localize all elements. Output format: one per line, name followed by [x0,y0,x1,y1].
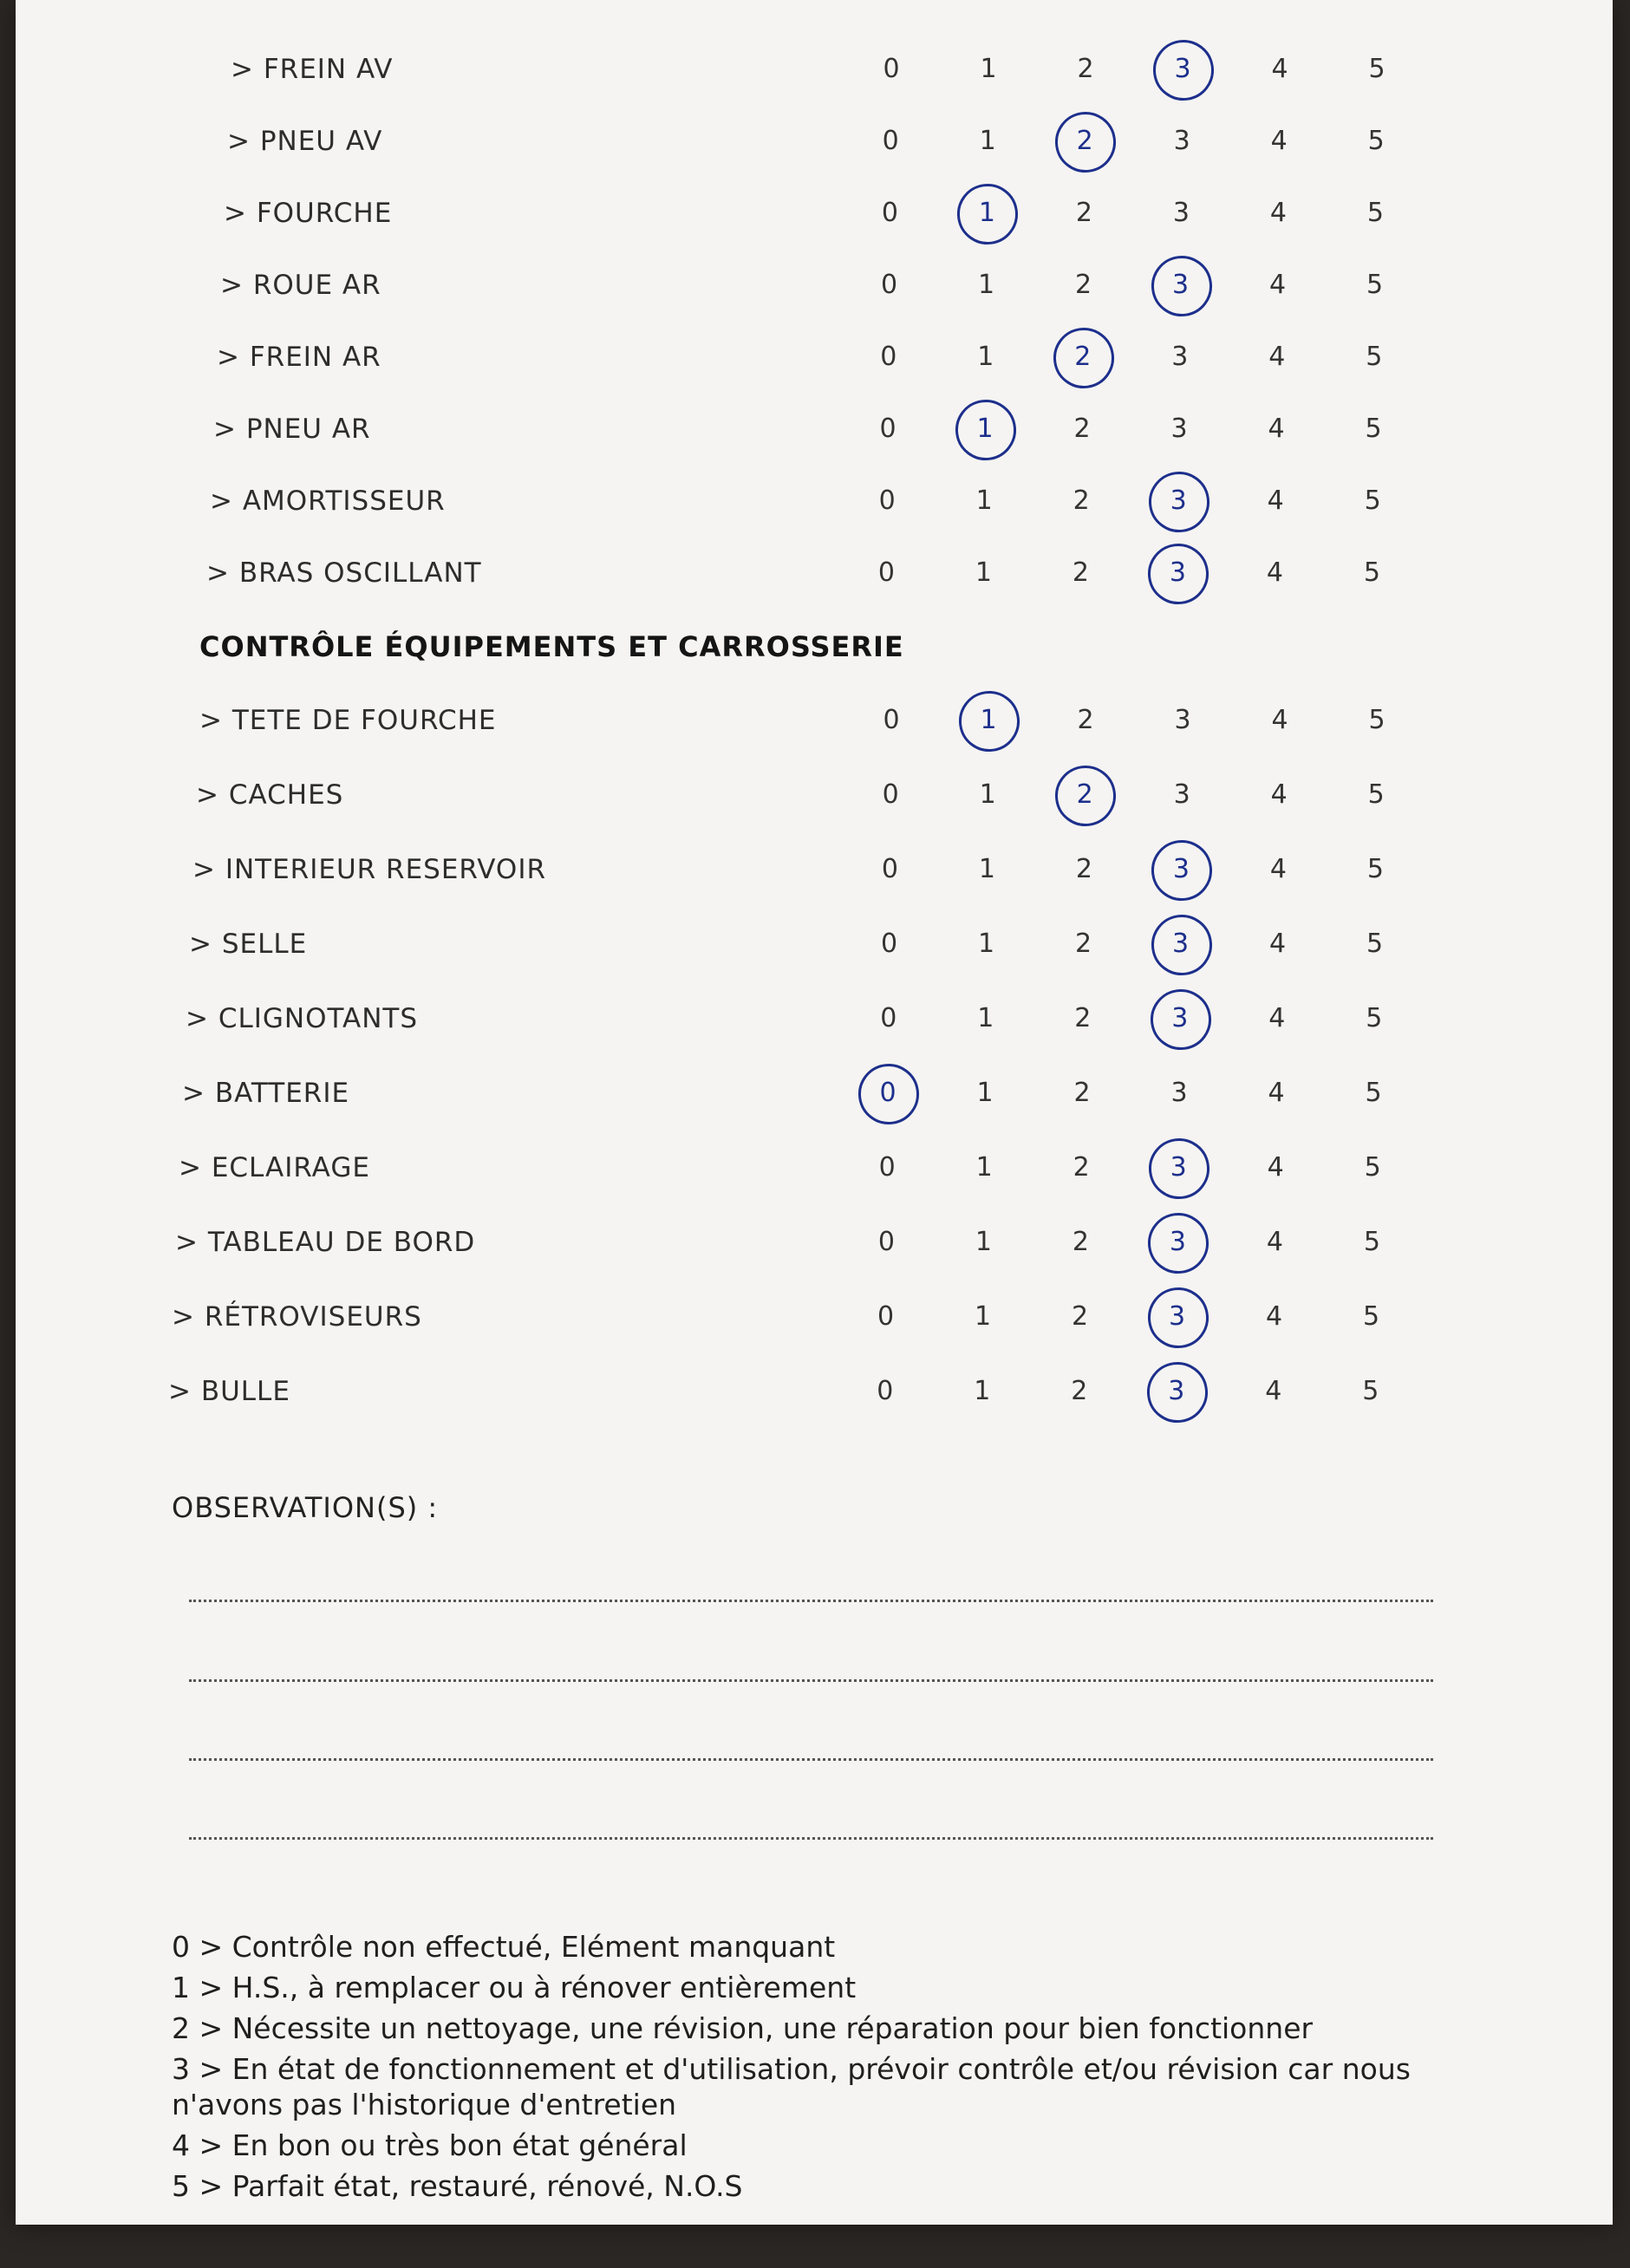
rating-option[interactable]: 5 [1366,854,1384,884]
checklist-row [16,844,1613,896]
checklist-row [16,187,1613,239]
rating-option[interactable]: 1 [978,270,995,300]
rating-option-selected[interactable]: 2 [1059,333,1107,381]
rating-option[interactable]: 4 [1265,1376,1282,1406]
rating-option[interactable]: 5 [1366,198,1384,228]
rating-option[interactable]: 5 [1364,486,1381,516]
checklist-row [16,1067,1613,1119]
checklist-row [16,475,1613,527]
rating-option[interactable]: 4 [1268,342,1286,372]
checklist-row [16,259,1613,311]
rating-option[interactable]: 1 [979,779,996,810]
rating-option[interactable]: 2 [1072,1301,1089,1332]
item-label: > AMORTISSEUR [210,486,446,517]
rating-option[interactable]: 4 [1271,54,1288,84]
rating-option[interactable]: 2 [1073,486,1090,516]
rating-option-selected[interactable]: 3 [1153,1218,1202,1267]
section-title: CONTRÔLE ÉQUIPEMENTS ET CARROSSERIE [199,630,904,663]
item-label: > TETE DE FOURCHE [199,705,497,736]
rating-option[interactable]: 0 [882,779,899,810]
rating-option[interactable]: 1 [977,1003,994,1033]
item-label: > ROUE AR [220,270,381,301]
rating-option[interactable]: 2 [1073,1078,1091,1108]
rating-option[interactable]: 0 [877,1376,894,1406]
observation-line[interactable] [189,1837,1433,1840]
rating-option[interactable]: 5 [1365,414,1382,444]
rating-option[interactable]: 5 [1366,342,1383,372]
rating-option[interactable]: 5 [1368,705,1386,735]
item-label: > ECLAIRAGE [179,1152,370,1183]
observations-label: OBSERVATION(S) : [172,1491,439,1524]
item-label: > PNEU AR [213,414,371,445]
rating-option[interactable]: 0 [877,1301,895,1332]
checklist-row [16,115,1613,167]
rating-option[interactable]: 2 [1073,1152,1090,1183]
legend-line: 4 > En bon ou très bon état général [172,2128,688,2162]
rating-option[interactable]: 4 [1266,557,1283,588]
checklist-row [16,403,1613,455]
rating-option[interactable]: 4 [1266,1301,1283,1332]
rating-option[interactable]: 1 [975,1301,992,1332]
rating-option[interactable]: 5 [1363,557,1380,588]
rating-option[interactable]: 0 [881,198,898,228]
rating-option-selected[interactable]: 3 [1154,477,1203,525]
checklist-row [16,43,1613,95]
checklist-row [16,918,1613,970]
rating-option[interactable]: 4 [1270,126,1288,156]
rating-option[interactable]: 1 [976,1078,994,1108]
rating-option[interactable]: 2 [1077,705,1094,735]
rating-option[interactable]: 4 [1268,1078,1285,1108]
rating-option[interactable]: 0 [880,1003,897,1033]
rating-option[interactable]: 5 [1366,929,1384,959]
rating-option[interactable]: 0 [881,929,898,959]
rating-option[interactable]: 4 [1269,270,1287,300]
rating-option-selected[interactable]: 3 [1153,549,1202,597]
rating-option[interactable]: 0 [877,557,895,588]
rating-option-selected[interactable]: 3 [1157,261,1205,310]
rating-option[interactable]: 3 [1174,705,1191,735]
rating-option[interactable]: 5 [1364,1152,1381,1183]
rating-option[interactable]: 1 [975,557,992,588]
rating-option[interactable]: 5 [1367,779,1385,810]
rating-option[interactable]: 0 [881,854,898,884]
checklist-row [16,1365,1613,1418]
rating-option[interactable]: 2 [1073,414,1091,444]
rating-option[interactable]: 3 [1171,342,1189,372]
rating-option[interactable]: 3 [1173,126,1190,156]
checklist-row [16,1216,1613,1268]
rating-option[interactable]: 1 [975,1227,992,1257]
rating-option-selected[interactable]: 3 [1157,920,1205,968]
rating-option[interactable]: 2 [1075,929,1092,959]
rating-option[interactable]: 5 [1366,1003,1383,1033]
rating-option[interactable]: 2 [1075,198,1092,228]
checklist-row [16,547,1613,599]
rating-option[interactable]: 1 [975,1152,993,1183]
rating-option[interactable]: 0 [877,1227,895,1257]
rating-option[interactable]: 2 [1077,54,1094,84]
rating-option-selected[interactable]: 2 [1060,117,1109,166]
rating-option[interactable]: 0 [881,270,898,300]
rating-option[interactable]: 4 [1269,929,1287,959]
rating-option[interactable]: 4 [1266,1227,1283,1257]
legend-line: n'avons pas l'historique d'entretien [172,2088,677,2121]
observation-line[interactable] [189,1758,1433,1761]
rating-option-selected[interactable]: 3 [1152,1367,1201,1416]
rating-option[interactable]: 1 [980,54,997,84]
checklist-row [16,1142,1613,1194]
rating-option[interactable]: 2 [1072,557,1089,588]
rating-option[interactable]: 3 [1173,779,1190,810]
rating-option[interactable]: 2 [1075,270,1092,300]
legend-line: 1 > H.S., à remplacer ou à rénover entièrement [172,1971,857,2004]
rating-option[interactable]: 5 [1367,126,1385,156]
rating-option[interactable]: 0 [878,1152,896,1183]
item-label: > CACHES [196,779,344,811]
rating-option[interactable]: 0 [878,486,896,516]
legend-line: 2 > Nécessite un nettoyage, une révision, une réparation pour bien fonctionner [172,2011,1314,2045]
item-label: > BATTERIE [182,1078,350,1109]
rating-option-selected[interactable]: 3 [1153,1293,1202,1341]
rating-option-selected[interactable]: 1 [961,405,1009,453]
rating-option[interactable]: 4 [1269,198,1287,228]
item-label: > BRAS OSCILLANT [206,557,482,589]
item-label: > TABLEAU DE BORD [175,1227,476,1258]
rating-option[interactable]: 4 [1267,1152,1284,1183]
item-label: > INTERIEUR RESERVOIR [192,854,547,885]
rating-option[interactable]: 5 [1365,1078,1382,1108]
checklist-row [16,694,1613,746]
item-label: > FOURCHE [224,198,393,229]
rating-option[interactable]: 0 [883,705,900,735]
rating-option[interactable]: 1 [975,486,993,516]
rating-option[interactable]: 0 [882,126,899,156]
rating-option[interactable]: 2 [1075,854,1092,884]
rating-option-selected[interactable]: 1 [962,189,1011,238]
rating-option[interactable]: 4 [1270,779,1288,810]
rating-option-selected[interactable]: 2 [1060,771,1109,819]
rating-option[interactable]: 4 [1267,486,1284,516]
legend-line: 5 > Parfait état, restauré, rénové, N.O.S [172,2169,743,2203]
rating-option[interactable]: 4 [1271,705,1288,735]
item-label: > PNEU AV [227,126,383,157]
legend-line: 0 > Contrôle non effectué, Elément manquant [172,1930,836,1964]
rating-option[interactable]: 1 [974,1376,991,1406]
observation-line[interactable] [189,1679,1433,1682]
rating-option[interactable]: 3 [1172,198,1190,228]
checklist-row [16,769,1613,821]
item-label: > BULLE [168,1376,290,1407]
checklist-row [16,331,1613,383]
item-label: > FREIN AR [217,342,381,373]
item-label: > SELLE [189,929,308,960]
rating-option[interactable]: 3 [1170,414,1188,444]
item-label: > RÉTROVISEURS [172,1301,422,1333]
rating-option[interactable]: 0 [880,342,897,372]
rating-option[interactable]: 1 [979,126,996,156]
inspection-sheet [16,0,1613,2225]
rating-option-selected[interactable]: 3 [1157,845,1205,894]
rating-option[interactable]: 2 [1072,1227,1089,1257]
rating-option[interactable]: 5 [1363,1301,1380,1332]
checklist-row [16,993,1613,1045]
rating-option[interactable]: 1 [977,342,994,372]
rating-option[interactable]: 0 [883,54,900,84]
observation-line[interactable] [189,1600,1433,1602]
rating-option-selected[interactable]: 0 [864,1069,912,1118]
rating-option[interactable]: 0 [879,414,896,444]
rating-option[interactable]: 1 [978,929,995,959]
rating-option-selected[interactable]: 3 [1156,994,1204,1043]
rating-option[interactable]: 3 [1170,1078,1188,1108]
item-label: > FREIN AV [231,54,394,85]
rating-option[interactable]: 1 [978,854,995,884]
rating-option[interactable]: 5 [1363,1227,1380,1257]
rating-option[interactable]: 5 [1366,270,1384,300]
rating-option[interactable]: 2 [1071,1376,1088,1406]
rating-option-selected[interactable]: 3 [1154,1144,1203,1192]
rating-option[interactable]: 4 [1268,414,1285,444]
item-label: > CLIGNOTANTS [186,1003,419,1034]
rating-option[interactable]: 5 [1362,1376,1379,1406]
rating-option-selected[interactable]: 3 [1158,45,1207,94]
rating-option-selected[interactable]: 1 [964,696,1013,745]
rating-option[interactable]: 4 [1268,1003,1286,1033]
legend-line: 3 > En état de fonctionnement et d'utilisation, prévoir contrôle et/ou révision car nous [172,2052,1411,2086]
rating-option[interactable]: 2 [1074,1003,1092,1033]
rating-option[interactable]: 4 [1269,854,1287,884]
rating-option[interactable]: 5 [1368,54,1386,84]
checklist-row [16,1291,1613,1343]
